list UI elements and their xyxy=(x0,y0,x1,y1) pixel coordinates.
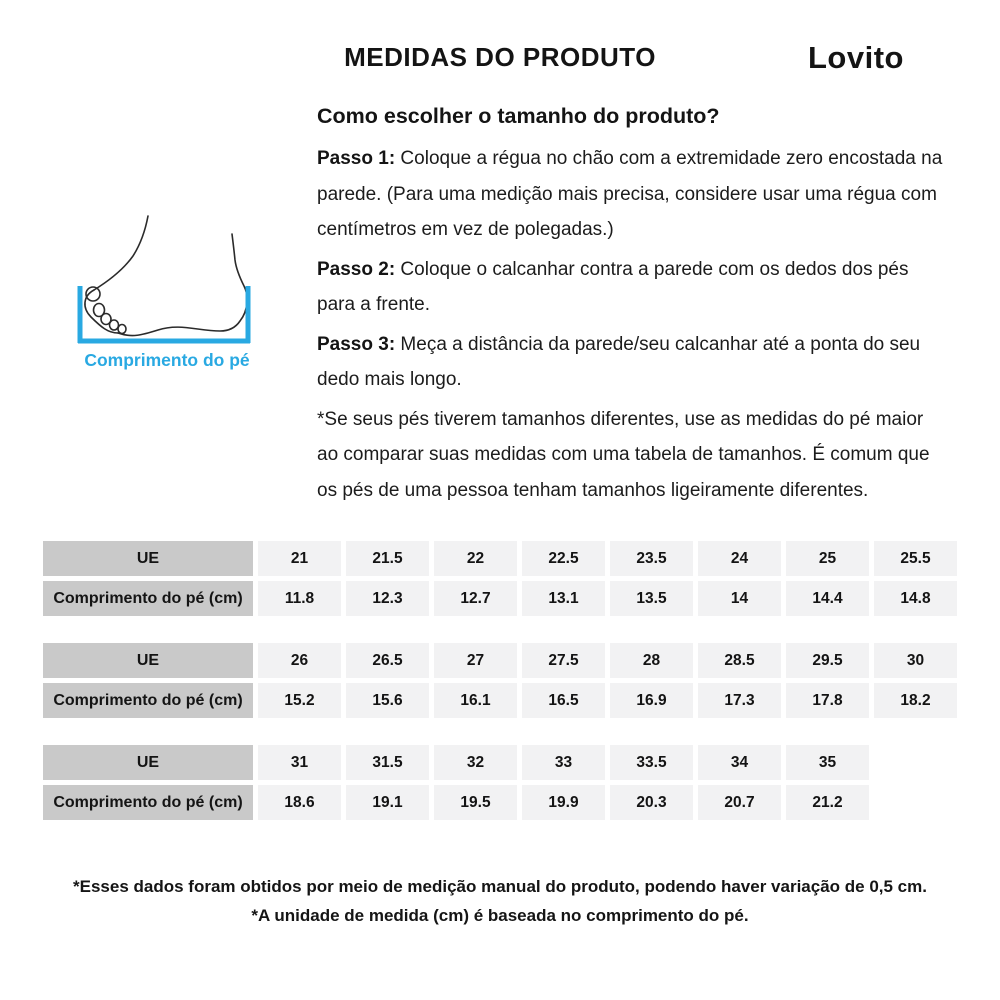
ue-size-cell: 22 xyxy=(434,541,517,576)
foot-length-cell: 12.3 xyxy=(346,581,429,616)
ue-size-cell: 28.5 xyxy=(698,643,781,678)
foot-length-cell: 17.3 xyxy=(698,683,781,718)
size-table-1 xyxy=(43,541,957,616)
size-table-2 xyxy=(43,643,957,718)
foot-length-cell: 16.1 xyxy=(434,683,517,718)
foot-length-cell: 12.7 xyxy=(434,581,517,616)
ue-size-cell: 30 xyxy=(874,643,957,678)
ue-size-cell: 34 xyxy=(698,745,781,780)
ue-size-cell: 25 xyxy=(786,541,869,576)
ue-size-cell: 31 xyxy=(258,745,341,780)
ue-size-cell: 25.5 xyxy=(874,541,957,576)
ue-size-cell: 28 xyxy=(610,643,693,678)
foot-length-cell: 15.6 xyxy=(346,683,429,718)
footer-note-1: *Esses dados foram obtidos por meio de medição manual do produto, podendo haver variação de 0,5 cm. xyxy=(73,877,927,896)
foot-diagram-svg xyxy=(70,212,264,346)
page-title: MEDIDAS DO PRODUTO xyxy=(344,42,656,72)
foot-length-cell: 13.5 xyxy=(610,581,693,616)
different-sizes-note: *Se seus pés tiverem tamanhos diferentes, use as medidas do pé maior ao comparar suas medidas com uma tabela de tamanhos. É comum que os pés de uma pessoa tenham tamanhos ligeiramente diferentes. xyxy=(317,408,930,501)
foot-length-row-header: Comprimento do pé (cm) xyxy=(43,683,253,718)
ue-size-cell: 27.5 xyxy=(522,643,605,678)
ue-size-cell: 33.5 xyxy=(610,745,693,780)
ue-row-header: UE xyxy=(43,541,253,576)
foot-length-cell: 14.8 xyxy=(874,581,957,616)
step-2-text: Coloque o calcanhar contra a parede com os dedos dos pés para a frente. xyxy=(317,258,909,315)
size-table-3 xyxy=(43,745,957,820)
foot-length-cell: 18.2 xyxy=(874,683,957,718)
foot-length-cell: 19.5 xyxy=(434,785,517,820)
foot-length-cell: 11.8 xyxy=(258,581,341,616)
ue-size-cell: 29.5 xyxy=(786,643,869,678)
foot-length-cell: 13.1 xyxy=(522,581,605,616)
ue-size-cell: 26.5 xyxy=(346,643,429,678)
ue-row-header: UE xyxy=(43,643,253,678)
ue-size-cell: 35 xyxy=(786,745,869,780)
ue-size-cell: 21.5 xyxy=(346,541,429,576)
foot-length-cell: 16.5 xyxy=(522,683,605,718)
ue-size-cell: 22.5 xyxy=(522,541,605,576)
foot-length-cell: 14 xyxy=(698,581,781,616)
step-3 xyxy=(317,327,949,398)
ue-size-cell: 32 xyxy=(434,745,517,780)
foot-length-cell: 17.8 xyxy=(786,683,869,718)
foot-length-row-header: Comprimento do pé (cm) xyxy=(43,581,253,616)
ue-size-cell: 26 xyxy=(258,643,341,678)
foot-length-cell: 19.9 xyxy=(522,785,605,820)
foot-length-cell: 20.7 xyxy=(698,785,781,820)
guide-heading: Como escolher o tamanho do produto? xyxy=(317,104,720,128)
ue-size-cell: 31.5 xyxy=(346,745,429,780)
step-1-text: Coloque a régua no chão com a extremidade zero encostada na parede. (Para uma medição mais precisa, considere usar uma régua com centímetros em vez de polegadas.) xyxy=(317,148,943,240)
foot-length-cell: 21.2 xyxy=(786,785,869,820)
how-to-measure-section xyxy=(317,104,949,512)
foot-length-row-header: Comprimento do pé (cm) xyxy=(43,785,253,820)
ue-size-cell: 33 xyxy=(522,745,605,780)
footer-note-2: *A unidade de medida (cm) é baseada no comprimento do pé. xyxy=(251,906,749,925)
step-1 xyxy=(317,141,949,248)
brand-logo: Lovito xyxy=(808,40,904,75)
ue-size-cell: 21 xyxy=(258,541,341,576)
foot-length-cell: 14.4 xyxy=(786,581,869,616)
foot-length-cell: 18.6 xyxy=(258,785,341,820)
step-3-label: Passo 3: xyxy=(317,333,396,355)
foot-outline xyxy=(85,216,247,336)
ue-size-cell: 27 xyxy=(434,643,517,678)
step-2 xyxy=(317,252,949,323)
step-3-text: Meça a distância da parede/seu calcanhar até a ponta do seu dedo mais longo. xyxy=(317,333,921,390)
step-2-label: Passo 2: xyxy=(317,258,396,280)
step-1-label: Passo 1: xyxy=(317,148,396,169)
foot-length-label: Comprimento do pé xyxy=(84,350,250,370)
foot-length-cell: 19.1 xyxy=(346,785,429,820)
footer-notes xyxy=(0,872,1000,930)
foot-illustration xyxy=(70,212,264,371)
foot-length-cell: 20.3 xyxy=(610,785,693,820)
size-tables xyxy=(43,541,957,847)
foot-length-cell: 16.9 xyxy=(610,683,693,718)
ue-size-cell: 23.5 xyxy=(610,541,693,576)
ue-size-cell: 24 xyxy=(698,541,781,576)
ue-row-header: UE xyxy=(43,745,253,780)
foot-length-cell: 15.2 xyxy=(258,683,341,718)
